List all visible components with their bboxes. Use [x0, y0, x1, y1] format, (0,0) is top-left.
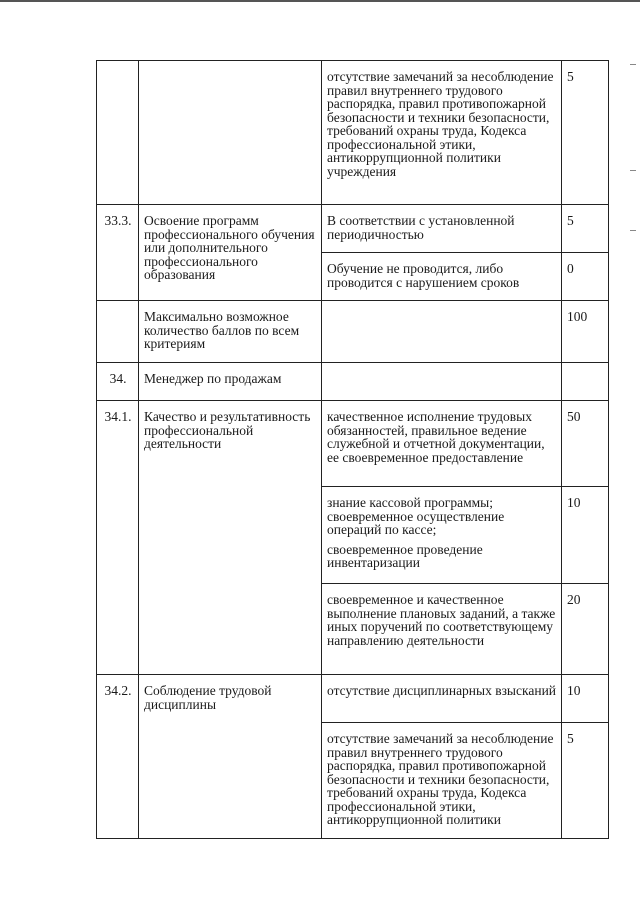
item-number: 34.	[97, 363, 139, 401]
criterion-name	[139, 61, 322, 205]
criterion-description	[322, 301, 562, 363]
points-value: 10	[562, 487, 609, 584]
position-title: Менеджер по продажам	[139, 363, 322, 401]
points-value: 5	[562, 61, 609, 205]
criterion-description	[322, 487, 562, 584]
criterion-description: своевременное и качественное выполнение плановых заданий, а также иных поручений по соответствующему направлению деятельности	[322, 584, 562, 675]
points-value: 5	[562, 723, 609, 839]
criterion-description: качественное исполнение трудовых обязанностей, правильное ведение служебной и отчетной документации, ее своевременное предоставление	[322, 401, 562, 487]
criterion-description	[322, 363, 562, 401]
points-value: 0	[562, 253, 609, 301]
points-value: 50	[562, 401, 609, 487]
criterion-description: отсутствие замечаний за несоблюдение правил внутреннего трудового распорядка, правил противопожарной безопасности и техники безопасности, требований охраны труда, Кодекса профессиональной этики, антикоррупционной политики учреждения	[322, 61, 562, 205]
item-number: 34.1.	[97, 401, 139, 675]
item-number: 33.3.	[97, 205, 139, 301]
criterion-subitem: своевременное проведение инвентаризации	[327, 541, 483, 570]
points-value: 5	[562, 205, 609, 253]
criterion-description: отсутствие дисциплинарных взысканий	[322, 675, 562, 723]
criterion-name: Качество и результативность профессиональной деятельности	[139, 401, 322, 675]
criterion-description: отсутствие замечаний за несоблюдение правил внутреннего трудового распорядка, правил противопожарной безопасности и техники безопасности, требований охраны труда, Кодекса профессиональной этики, антикоррупционной политики	[322, 723, 562, 839]
points-value: 20	[562, 584, 609, 675]
points-value	[562, 363, 609, 401]
table-row	[97, 675, 609, 723]
item-number	[97, 61, 139, 205]
criterion-name: Соблюдение трудовой дисциплины	[139, 675, 322, 839]
table-row	[97, 363, 609, 401]
scan-edge-mark	[630, 64, 636, 65]
item-number: 34.2.	[97, 675, 139, 839]
criterion-name: Максимально возможное количество баллов по всем критериям	[139, 301, 322, 363]
scan-top-edge	[0, 0, 640, 2]
criterion-subitem: знание кассовой программы; своевременное осуществление операций по кассе;	[327, 495, 505, 537]
criteria-table	[96, 60, 609, 839]
table-row	[97, 205, 609, 253]
points-value: 100	[562, 301, 609, 363]
table-row	[97, 401, 609, 487]
criterion-description: Обучение не проводится, либо проводится с нарушением сроков	[322, 253, 562, 301]
criterion-name: Освоение программ профессионального обучения или дополнительного профессионального образования	[139, 205, 322, 301]
scan-edge-mark	[630, 170, 636, 171]
table-row	[97, 301, 609, 363]
points-value: 10	[562, 675, 609, 723]
item-number	[97, 301, 139, 363]
criterion-description: В соответствии с установленной периодичностью	[322, 205, 562, 253]
table-row	[97, 61, 609, 205]
scan-edge-mark	[630, 230, 636, 231]
